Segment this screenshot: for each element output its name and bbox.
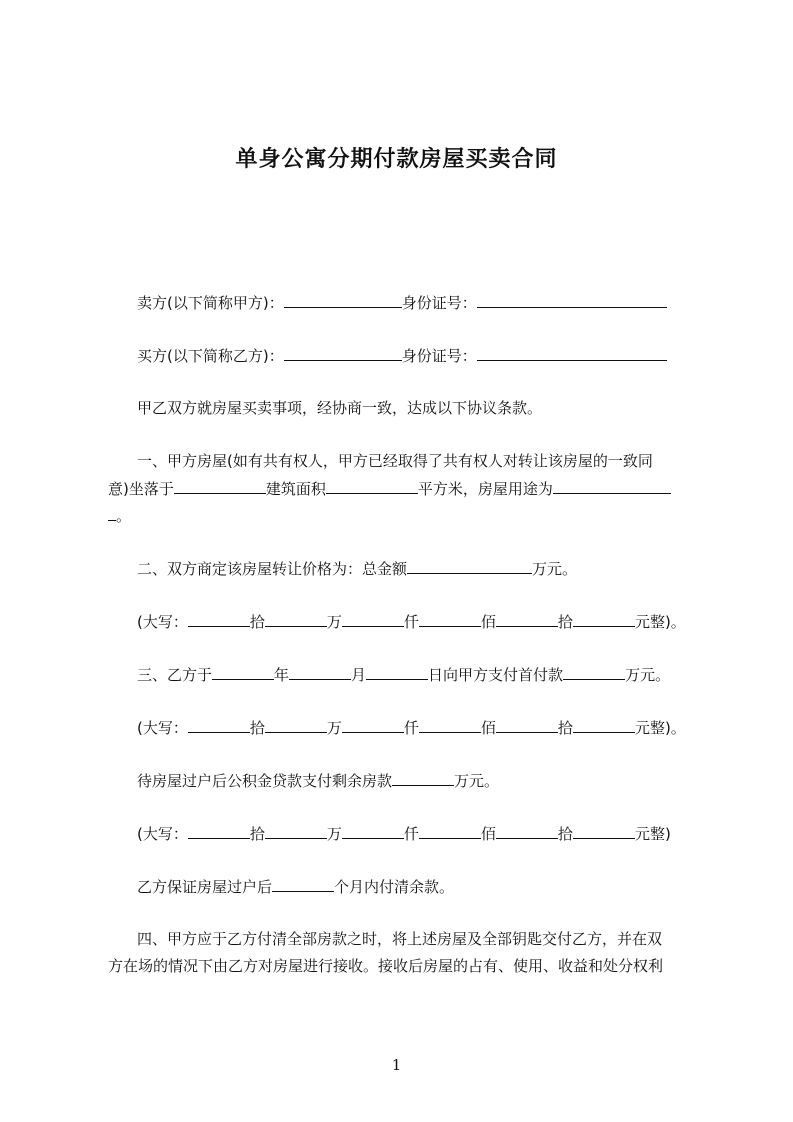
blank — [496, 717, 558, 733]
loan-label: 待房屋过户后公积金贷款支付剩余房款 — [137, 772, 393, 790]
down-payment-label: 日向甲方支付首付款 — [428, 666, 564, 684]
blank — [188, 611, 250, 627]
blank — [573, 611, 635, 627]
daxie-open: (大写： — [137, 613, 188, 631]
unit-shi: 拾 — [249, 825, 265, 843]
unit-shi: 拾 — [249, 613, 265, 631]
blank — [496, 611, 558, 627]
buyer-label: 买方(以下简称乙方)： — [137, 347, 284, 365]
daxie-line-2 — [137, 717, 737, 738]
clause1-location-label: 意)坐落于 — [108, 480, 174, 498]
usage-blank — [553, 478, 671, 494]
clause2-price-label: 二、双方商定该房屋转让价格为：总金额 — [137, 560, 408, 578]
day-blank — [366, 664, 428, 680]
blank — [265, 717, 327, 733]
seller-label: 卖方(以下简称甲方)： — [137, 294, 284, 312]
usage-blank-continued — [108, 505, 116, 521]
buyer-id-label: 身份证号： — [401, 347, 477, 365]
unit-wan: 万 — [326, 719, 342, 737]
clause2-unit: 万元。 — [532, 560, 578, 578]
buyer-line — [137, 345, 737, 366]
month-label: 月 — [351, 666, 367, 684]
daxie-line-3 — [137, 823, 737, 844]
location-blank — [174, 478, 266, 494]
clause1-usage-label: 平方米，房屋用途为 — [417, 480, 553, 498]
clause1-line3 — [108, 505, 708, 526]
unit-shi: 拾 — [249, 719, 265, 737]
clause4-line1: 四、甲方应于乙方付清全部房款之时，将上述房屋及全部钥匙交付乙方，并在双 — [137, 930, 663, 948]
unit-qian: 仟 — [403, 825, 419, 843]
months-blank — [272, 876, 334, 892]
daxie-open: (大写： — [137, 825, 188, 843]
loan-unit: 万元。 — [454, 772, 500, 790]
year-blank — [212, 664, 274, 680]
seller-id-label: 身份证号： — [401, 294, 477, 312]
buyer-id-blank — [477, 345, 667, 361]
daxie-end: 元整)。 — [634, 613, 686, 631]
total-price-blank — [407, 558, 532, 574]
month-blank — [289, 664, 351, 680]
blank — [573, 823, 635, 839]
clause1-line2 — [108, 478, 708, 499]
unit-qian: 仟 — [403, 613, 419, 631]
unit-bai: 佰 — [480, 613, 496, 631]
clause2-line — [137, 558, 737, 579]
seller-id-blank — [477, 292, 667, 308]
blank — [265, 611, 327, 627]
daxie-end: 元整)。 — [634, 719, 686, 737]
blank — [573, 717, 635, 733]
area-blank — [326, 478, 418, 494]
page-number: 1 — [391, 1056, 402, 1074]
unit-shi: 拾 — [557, 825, 573, 843]
guarantee-end: 个月内付清余款。 — [334, 878, 455, 896]
blank — [419, 823, 481, 839]
daxie-end: 元整) — [634, 825, 671, 843]
guarantee-label: 乙方保证房屋过户后 — [137, 878, 273, 896]
down-payment-blank — [563, 664, 625, 680]
blank — [419, 611, 481, 627]
clause3-line — [137, 664, 737, 685]
buyer-name-blank — [284, 345, 402, 361]
blank — [496, 823, 558, 839]
down-payment-unit: 万元。 — [625, 666, 671, 684]
year-label: 年 — [274, 666, 290, 684]
loan-amount-blank — [392, 770, 454, 786]
daxie-open: (大写： — [137, 719, 188, 737]
seller-line — [137, 292, 737, 313]
clause3-label: 三、乙方于 — [137, 666, 213, 684]
blank — [188, 717, 250, 733]
blank — [419, 717, 481, 733]
unit-shi: 拾 — [557, 719, 573, 737]
unit-qian: 仟 — [403, 719, 419, 737]
blank — [342, 717, 404, 733]
loan-line — [137, 770, 737, 791]
intro-paragraph: 甲乙双方就房屋买卖事项，经协商一致，达成以下协议条款。 — [137, 399, 543, 417]
daxie-line-1 — [137, 611, 737, 632]
page-title: 单身公寓分期付款房屋买卖合同 — [235, 147, 558, 172]
unit-wan: 万 — [326, 825, 342, 843]
blank — [342, 823, 404, 839]
clause4-line2: 方在场的情况下由乙方对房屋进行接收。接收后房屋的占有、使用、收益和处分权利 — [108, 957, 664, 975]
clause1-area-label: 建筑面积 — [265, 480, 326, 498]
clause1-line1: 一、甲方房屋(如有共有权人，甲方已经取得了共有权人对转让该房屋的一致同 — [137, 452, 653, 470]
blank — [188, 823, 250, 839]
clause1-end: 。 — [116, 507, 132, 525]
blank — [342, 611, 404, 627]
unit-shi: 拾 — [557, 613, 573, 631]
unit-bai: 佰 — [480, 825, 496, 843]
blank — [265, 823, 327, 839]
unit-wan: 万 — [326, 613, 342, 631]
unit-bai: 佰 — [480, 719, 496, 737]
guarantee-line — [137, 876, 737, 897]
seller-name-blank — [284, 292, 402, 308]
